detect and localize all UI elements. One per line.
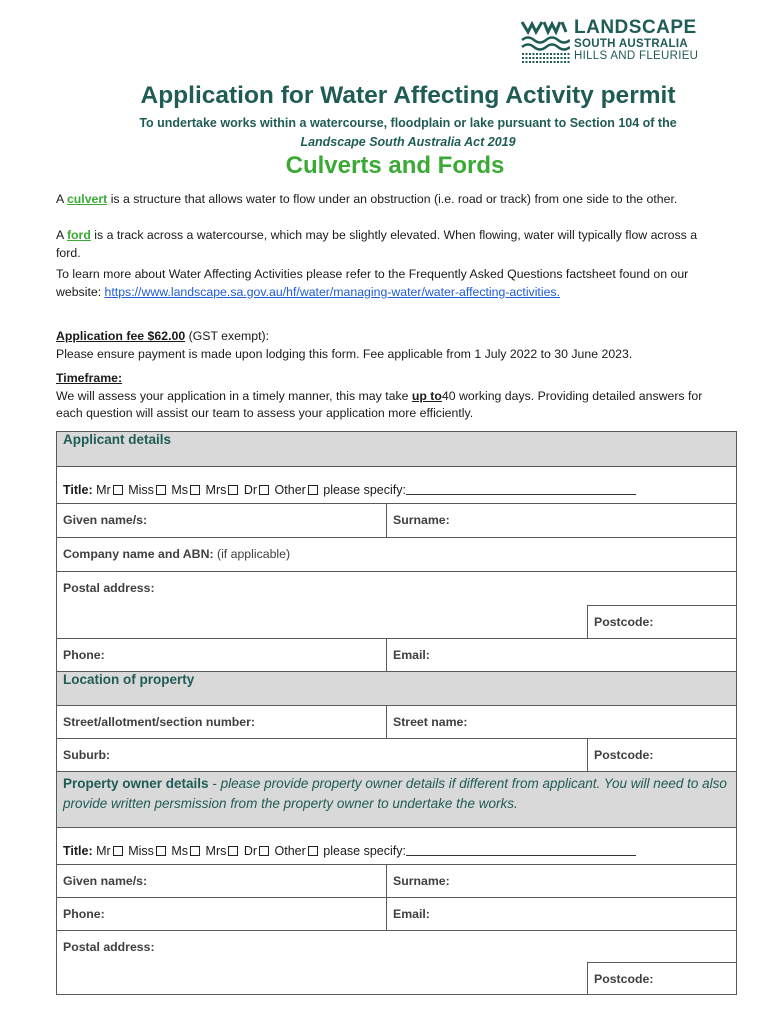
owner-section-dash: - bbox=[212, 776, 217, 791]
culvert-definition bbox=[56, 191, 724, 209]
company-note: (if applicable) bbox=[216, 547, 291, 561]
email-field[interactable] bbox=[387, 639, 737, 672]
title-option-dr: Dr bbox=[243, 483, 258, 497]
mr-checkbox[interactable] bbox=[113, 485, 123, 495]
postal-address-field-cont[interactable] bbox=[57, 606, 588, 639]
owner-surname-field[interactable] bbox=[387, 865, 737, 898]
owner-please-specify-label: please specify: bbox=[323, 844, 406, 858]
dr-checkbox[interactable] bbox=[259, 485, 269, 495]
owner-title-label: Title: bbox=[63, 844, 93, 858]
applicant-title-row bbox=[57, 467, 737, 504]
owner-dr-checkbox[interactable] bbox=[259, 846, 269, 856]
title-option-ms: Ms bbox=[171, 483, 189, 497]
owner-section-title: Property owner details bbox=[63, 776, 209, 791]
logo-line-1: LANDSCAPE bbox=[574, 17, 697, 38]
surname-field[interactable] bbox=[387, 504, 737, 538]
timeframe-paragraph bbox=[56, 370, 724, 423]
timeframe-text-after: 40 working days. Providing detailed answers for each question will assist our team to assess your application more efficiently. bbox=[56, 388, 703, 420]
company-label-text: Company name and ABN: bbox=[63, 547, 214, 561]
owner-ms-checkbox[interactable] bbox=[190, 846, 200, 856]
subtitle-line-2: Landscape South Australia Act 2019 bbox=[300, 135, 516, 149]
location-section-header: Location of property bbox=[57, 672, 737, 706]
logo-line-3: HILLS AND FLEURIEU bbox=[574, 50, 699, 62]
owner-title-option-dr: Dr bbox=[243, 844, 258, 858]
learn-more-text: To learn more about Water Affecting Activities please refer to the Frequently Asked Questions factsheet found on our website: bbox=[56, 267, 689, 299]
timeframe-text-before: We will assess your application in a timely manner, this may take bbox=[56, 388, 409, 403]
owner-postcode-label: Postcode: bbox=[594, 972, 654, 986]
landscape-sa-logo bbox=[520, 18, 734, 64]
timeframe-label: Timeframe: bbox=[56, 371, 123, 385]
owner-given-names-field[interactable] bbox=[57, 865, 387, 898]
logo-line-2: SOUTH AUSTRALIA bbox=[574, 38, 688, 50]
company-field[interactable] bbox=[57, 538, 737, 572]
section-heading: Culverts and Fords bbox=[285, 152, 505, 179]
title-label: Title bbox=[63, 483, 89, 497]
owner-postal-address-field-cont[interactable] bbox=[57, 963, 588, 995]
owner-other-checkbox[interactable] bbox=[308, 846, 318, 856]
fee-paragraph bbox=[56, 328, 724, 363]
owner-phone-label: Phone: bbox=[63, 907, 105, 921]
email-label: Email: bbox=[393, 648, 430, 662]
fee-label: Application fee $62.00 bbox=[56, 329, 186, 343]
owner-given-names-label: Given name/s: bbox=[63, 874, 148, 888]
title-option-mrs: Mrs bbox=[205, 483, 227, 497]
surname-label: Surname: bbox=[393, 513, 450, 527]
suburb-field[interactable] bbox=[57, 739, 588, 772]
street-number-field[interactable] bbox=[57, 706, 387, 739]
culvert-text: is a structure that allows water to flow under an obstruction (i.e. road or track) from one side to the other. bbox=[110, 192, 678, 206]
page-subtitle bbox=[40, 114, 770, 152]
ford-definition bbox=[56, 227, 724, 262]
title-option-other: Other bbox=[274, 483, 306, 497]
owner-phone-field[interactable] bbox=[57, 898, 387, 931]
waves-logo-icon bbox=[520, 18, 570, 64]
ford-link[interactable]: ford bbox=[66, 228, 91, 242]
postal-address-label: Postal address: bbox=[63, 581, 155, 595]
ford-text: is a track across a watercourse, which may be slightly elevated. When flowing, water will typically flow across a ford. bbox=[56, 228, 698, 260]
postcode-label: Postcode: bbox=[594, 615, 654, 629]
owner-mr-checkbox[interactable] bbox=[113, 846, 123, 856]
ford-article: A bbox=[56, 228, 64, 242]
location-postcode-field[interactable] bbox=[588, 739, 737, 772]
owner-postal-address-label: Postal address: bbox=[63, 940, 155, 954]
owner-title-option-other: Other bbox=[274, 844, 306, 858]
owner-please-specify-field[interactable] bbox=[406, 845, 636, 856]
please-specify-label: please specify: bbox=[323, 483, 406, 497]
company-label bbox=[63, 538, 290, 561]
owner-email-label: Email: bbox=[393, 907, 430, 921]
owner-email-field[interactable] bbox=[387, 898, 737, 931]
owner-title-option-mrs: Mrs bbox=[205, 844, 227, 858]
title-option-mr: Mr bbox=[96, 483, 111, 497]
title-colon: : bbox=[88, 483, 93, 497]
street-name-field[interactable] bbox=[387, 706, 737, 739]
owner-title-option-miss: Miss bbox=[128, 844, 154, 858]
owner-miss-checkbox[interactable] bbox=[156, 846, 166, 856]
owner-surname-label: Surname: bbox=[393, 874, 450, 888]
other-checkbox[interactable] bbox=[308, 485, 318, 495]
page-title: Application for Water Affecting Activity permit bbox=[140, 82, 676, 109]
owner-section-header bbox=[57, 772, 737, 828]
postal-address-field[interactable] bbox=[57, 572, 737, 606]
phone-field[interactable] bbox=[57, 639, 387, 672]
street-name-label: Street name: bbox=[393, 715, 468, 729]
owner-section-note: please provide property owner details if different from applicant. You will need to also provide written persmission from the property owner to undertake the works. bbox=[63, 776, 727, 811]
owner-title-row bbox=[57, 828, 737, 865]
timeframe-up-to: up to bbox=[411, 388, 442, 403]
culvert-article: A bbox=[56, 192, 64, 206]
title-option-miss: Miss bbox=[128, 483, 154, 497]
culvert-link[interactable]: culvert bbox=[66, 192, 108, 206]
given-names-label: Given name/s: bbox=[63, 513, 148, 527]
subtitle-line-1: To undertake works within a watercourse, floodplain or lake pursuant to Section 104 of the bbox=[139, 116, 677, 130]
phone-label: Phone: bbox=[63, 648, 105, 662]
fee-text: Please ensure payment is made upon lodging this form. Fee applicable from 1 July 2022 to 30 June 2023. bbox=[56, 346, 633, 361]
fee-note: (GST exempt): bbox=[188, 329, 269, 343]
street-number-label: Street/allotment/section number: bbox=[63, 715, 256, 729]
applicant-section-header: Applicant details bbox=[57, 432, 737, 467]
owner-title-option-ms: Ms bbox=[171, 844, 189, 858]
owner-postal-address-field[interactable] bbox=[57, 931, 737, 963]
please-specify-field[interactable] bbox=[406, 484, 636, 495]
postcode-field[interactable] bbox=[588, 606, 737, 639]
suburb-label: Suburb: bbox=[63, 748, 111, 762]
learn-more-paragraph bbox=[56, 266, 724, 301]
application-form bbox=[56, 431, 737, 995]
miss-checkbox[interactable] bbox=[156, 485, 166, 495]
owner-title-option-mr: Mr bbox=[96, 844, 111, 858]
location-postcode-label: Postcode: bbox=[594, 748, 654, 762]
owner-mrs-checkbox[interactable] bbox=[228, 846, 238, 856]
website-link[interactable]: https://www.landscape.sa.gov.au/hf/water/managing-water/water-affecting-activities. bbox=[104, 284, 560, 299]
given-names-field[interactable] bbox=[57, 504, 387, 538]
owner-postcode-field[interactable] bbox=[588, 963, 737, 995]
mrs-checkbox[interactable] bbox=[228, 485, 238, 495]
ms-checkbox[interactable] bbox=[190, 485, 200, 495]
